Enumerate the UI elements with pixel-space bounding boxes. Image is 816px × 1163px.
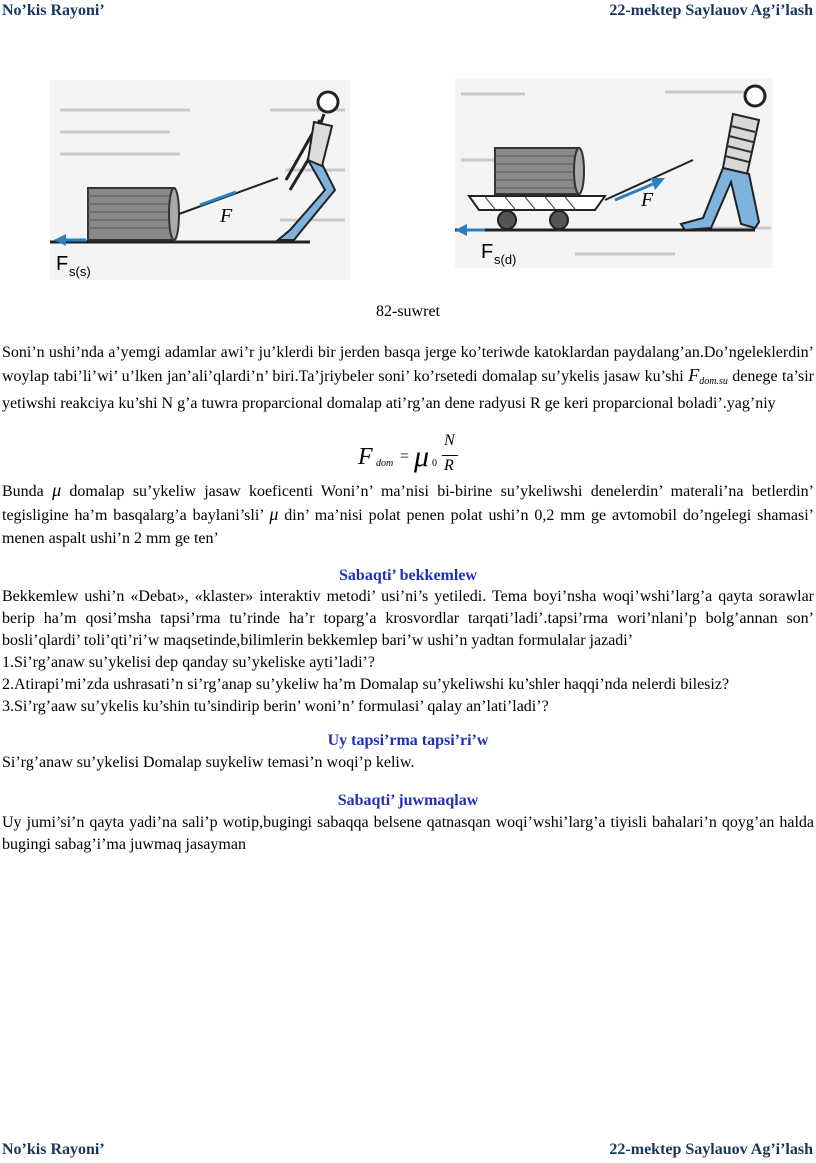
- formula-mu-subscript: 0: [432, 458, 437, 469]
- question-item: 3.Si’rg’aaw su’ykelis ku’shin tu’sindirip berin’ woni’n’ formulasi’ qalay an’lati’ladi’?: [2, 698, 549, 715]
- mu-symbol: μ: [269, 504, 279, 524]
- header-left-text: No’kis Rayoni’: [2, 2, 105, 19]
- rolling-friction-formula: [356, 432, 476, 480]
- mu-symbol: μ: [52, 480, 62, 500]
- coef-text-part1: Bunda: [2, 483, 53, 500]
- force-f-label: F: [641, 189, 654, 211]
- formula-denominator: R: [444, 457, 454, 474]
- formula-f-subscript: dom: [376, 458, 394, 469]
- friction-force-label: F: [56, 253, 69, 275]
- formula-mu: μ: [414, 440, 430, 473]
- formula-numerator: N: [444, 432, 455, 449]
- section-heading-reinforcement: Sabaqti’ bekkemlew: [339, 567, 477, 584]
- force-f-label: F: [220, 205, 233, 227]
- reinforcement-text: [2, 586, 814, 718]
- formula-fraction-bar: [442, 455, 458, 456]
- formula-equals: =: [400, 448, 410, 465]
- coef-text-part3: din’ ma’nisi polat penen polat ushi’n 0,2 mm ge avtomobil do’ngelegi shamasi’ menen aspalt ushi’n 2 mm ge ten’: [2, 507, 815, 547]
- header-right-text: 22-mektep Saylauov Ag’i’lash: [609, 2, 813, 19]
- intro-paragraph: [2, 342, 814, 415]
- figure-caption: 82-suwret: [376, 303, 440, 320]
- homework-text: Si’rg’anaw su’ykelisi Domalap suykeliw temasi’n woqi’p keliw.: [2, 754, 415, 771]
- friction-force-subscript: s(s): [69, 264, 91, 279]
- footer-right-text: 22-mektep Saylauov Ag’i’lash: [609, 1141, 813, 1158]
- coefficient-paragraph: [2, 479, 814, 550]
- section-heading-homework: Uy tapsi’rma tapsi’ri’w: [327, 732, 489, 749]
- formula-f: F: [358, 444, 373, 470]
- reinforcement-paragraph: Bekkemlew ushi’n «Debat», «klaster» interaktiv metodi’ usi’ni’s yetiledi. Tema boyi’nsha woqi’wshi’larg’a qayta sorawlar berip ha’m qosi’msha tapsi’rma tu’rinde ha’r toparg’a krosvordlar tarqati’ladi’.tapsi’rma wori’nlani’p bolg’annan son’ bosli’qlardi’ toli’qti’ri’w maqsetinde,bilimlerin bekkemlep bari’w ushi’n yadtan formulalar jazadi’: [2, 588, 814, 649]
- intro-text-part1: Soni’n ushi’nda a’yemgi adamlar awi’r ju’klerdi bir jerden basqa jerge ko’teriwde katoklardan paydalang’an.Do’ngeleklerdin’ woylap tabi’li’wi’ u’lken jan’ali’qlardi’n’ biri.Ta’jriybeler soni’ ko’rsetedi domalap su’ykelis jasaw ku’shi: [2, 344, 814, 385]
- figure-rolling-friction-roller: [50, 80, 350, 280]
- force-subscript: dom.su: [699, 376, 728, 387]
- footer-left-text: No’kis Rayoni’: [2, 1141, 105, 1158]
- question-item: 1.Si’rg’anaw su’ykelisi dep qanday su’ykeliske ayti’ladi’?: [2, 654, 375, 671]
- coef-text-part2: domalap su’ykeliw jasaw koeficenti Woni’n’ ma’nisi bi-birine su’ykeliwshi denelerdin’ materali’na betlerdin’ tegisligine ha’m basqalarg’a baylani’sli’: [2, 483, 814, 524]
- section-heading-summary: Sabaqti’ juwmaqlaw: [337, 792, 479, 809]
- intro-text-part2: denege ta’sir yetiwshi reakciya ku’shi N g’a tuwra proparcional domalap ati’rg’an dene radyusi R ge keri proparcional boladi’.yag’niy: [2, 368, 815, 412]
- figure-rolling-friction-cart: [455, 78, 773, 268]
- friction-force-subscript: s(d): [494, 252, 517, 267]
- force-symbol: F: [688, 365, 700, 385]
- summary-text: Uy jumi’si’n qayta yadi’na sali’p wotip,bugingi sabaqqa belsene qatnasqan woqi’wshi’larg’a tiyisli bahalari’n qoyg’an halda bugingi sabag’i’ma juwmaq jasayman: [2, 814, 814, 853]
- friction-force-label: F: [481, 241, 494, 263]
- question-item: 2.Atirapi’mi’zda ushrasati’n si’rg’anap su’ykeliw ha’m Domalap su’ykeliwshi ku’shler haqqi’nda nelerdi bilesiz?: [2, 676, 730, 693]
